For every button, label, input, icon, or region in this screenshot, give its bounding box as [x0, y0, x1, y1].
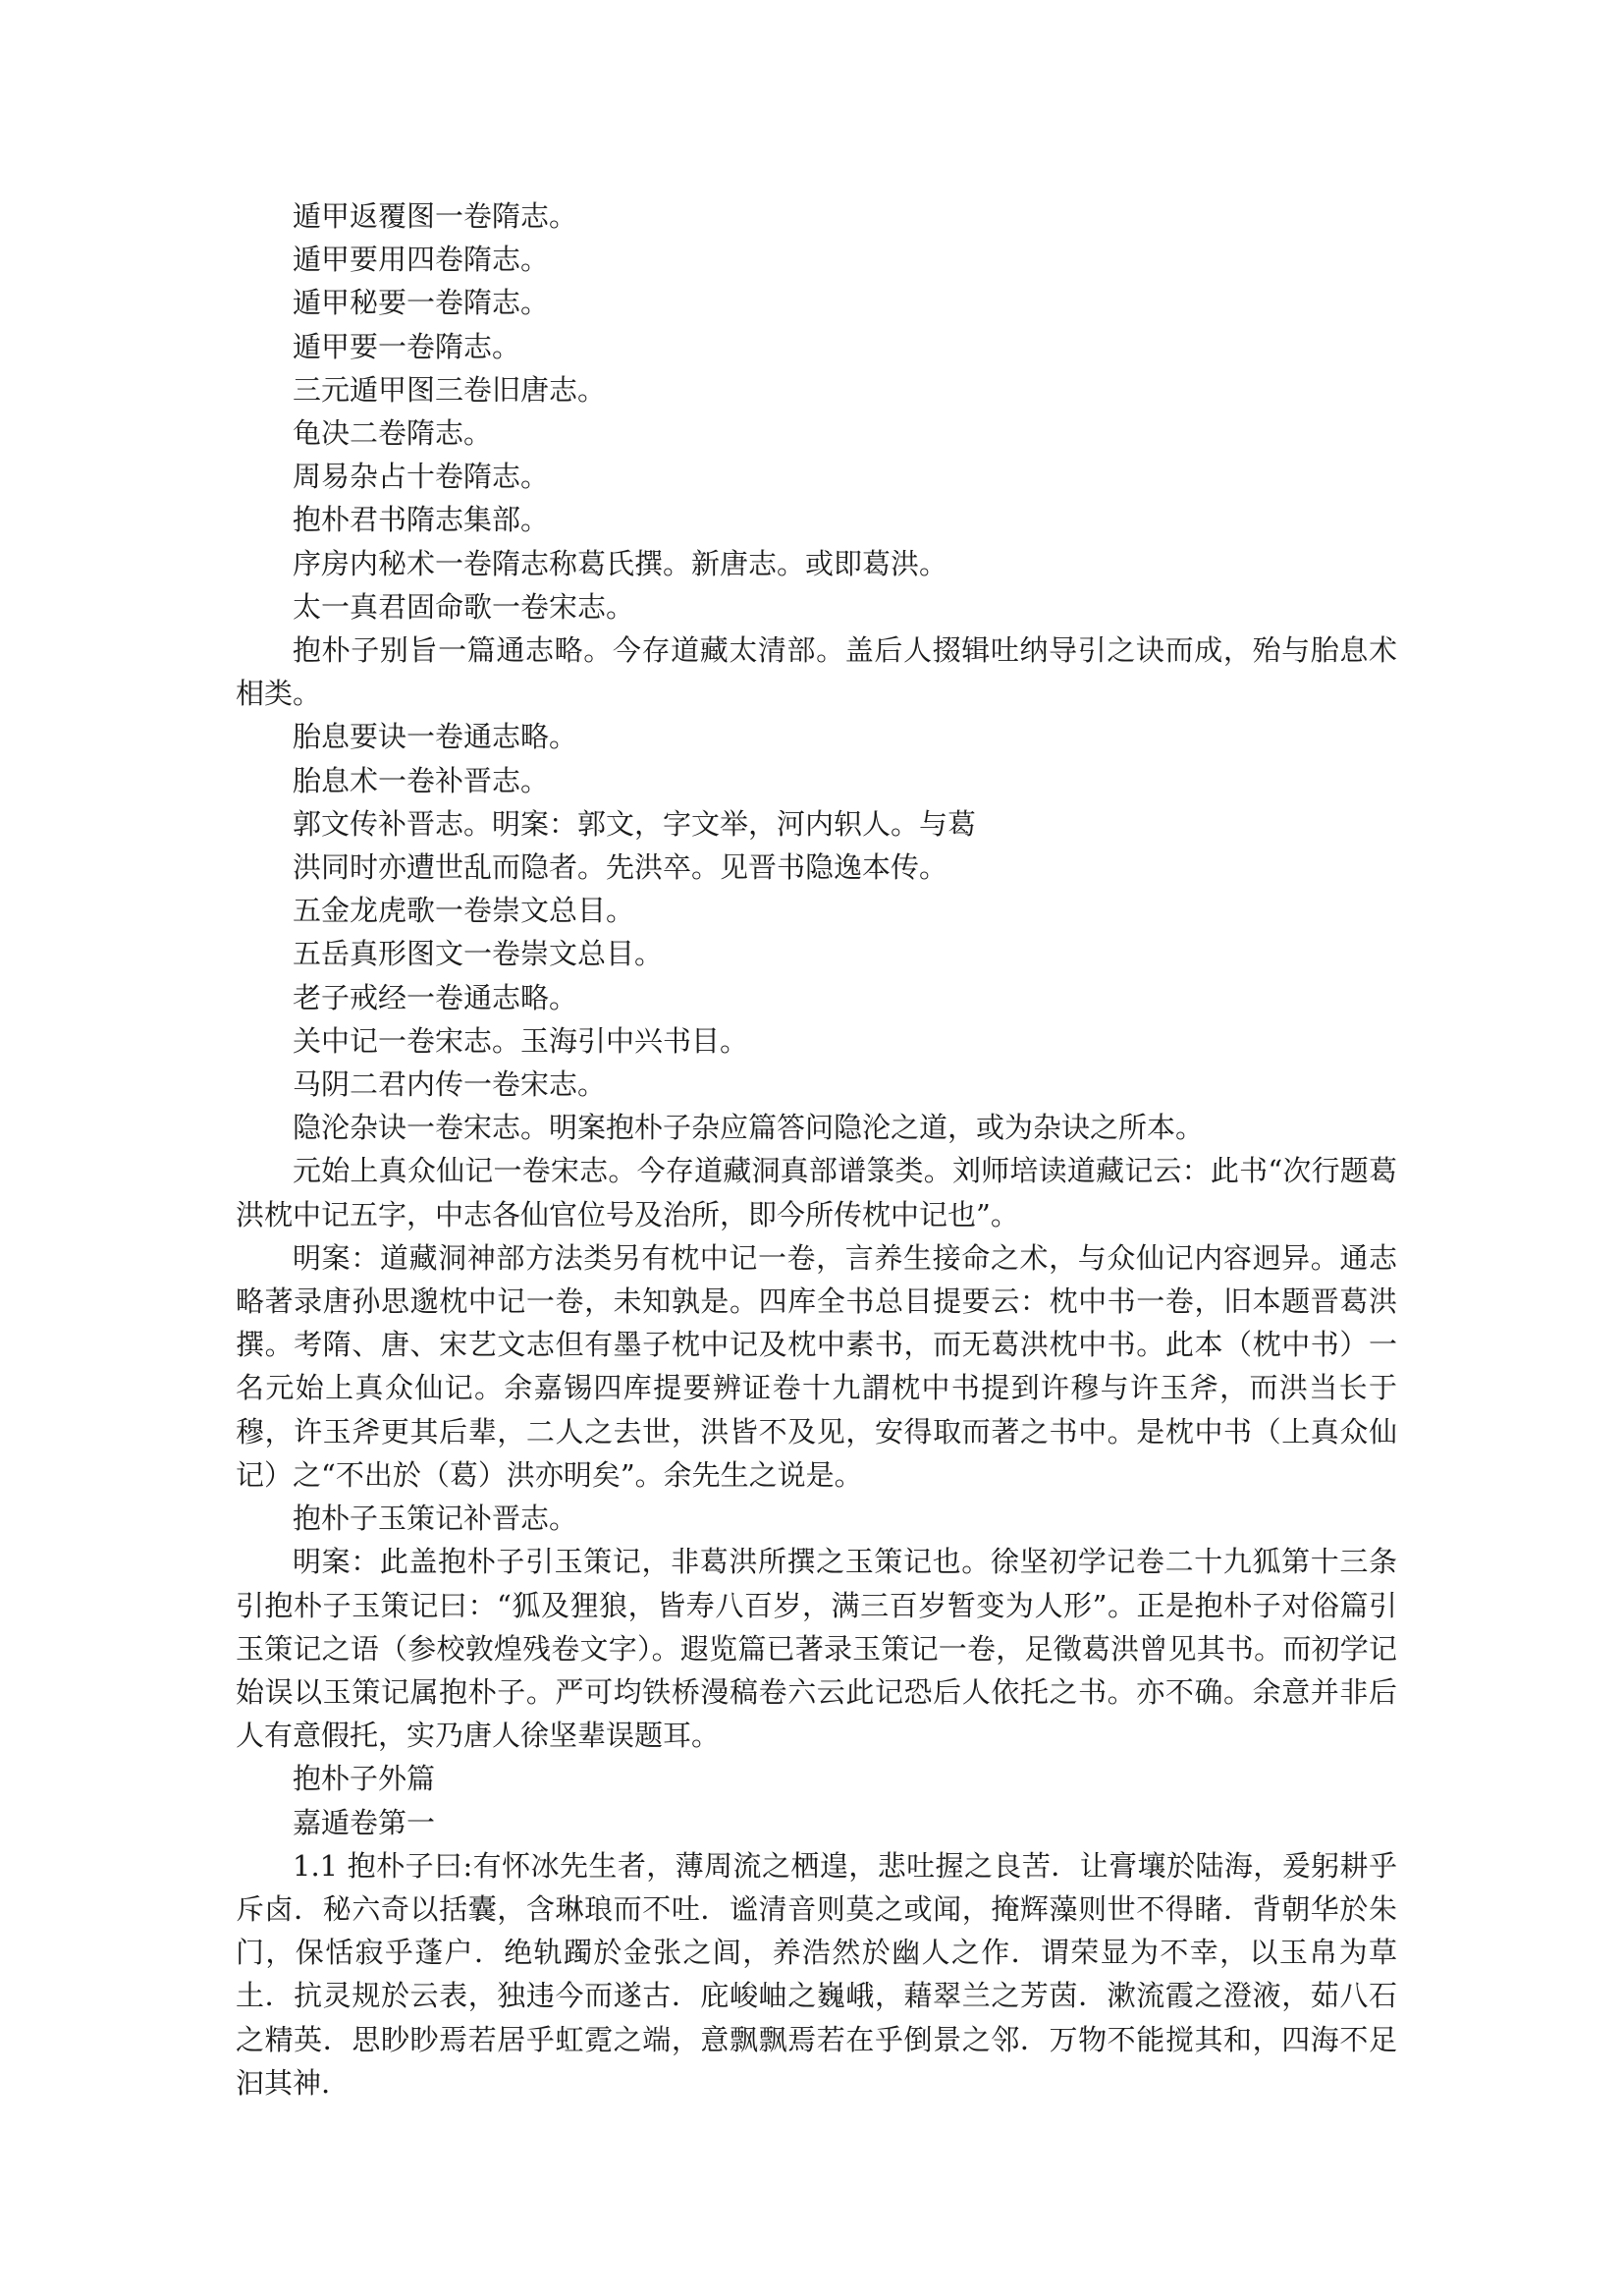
document-page — [236, 194, 1397, 2105]
section-heading: 抱朴子外篇 — [293, 1762, 436, 1796]
text-paragraph: 五岳真形图文一卷崇文总目。 — [293, 937, 664, 971]
text-paragraph: 胎息术一卷补晋志。 — [293, 763, 550, 797]
text-paragraph: 1.1 抱朴子曰:有怀冰先生者，薄周流之栖遑，悲吐握之良苦．让膏壤於陆海，爰躬耕乎斥卤．秘六奇以括囊，含琳琅而不吐．谧清音则莫之或闻，掩辉藻则世不得睹．背朝华於朱门，保恬寂乎蓬户．绝轨躅於金张之闾，养浩然於幽人之作．谓荣显为不幸，以玉帛为草土．抗灵规於云表，独违今而遂古．庇峻岫之巍峨，藉翠兰之芳茵．漱流霞之澄液，茹八石之精英．思眇眇焉若居乎虹霓之端，意飘飘焉若在乎倒景之邻．万物不能搅其和，四海不足汩其神. — [236, 1848, 1397, 2100]
text-paragraph: 隐沦杂诀一卷宋志。明案抱朴子杂应篇答问隐沦之道，或为杂诀之所本。 — [293, 1111, 1205, 1145]
text-paragraph: 郭文传补晋志。明案：郭文，字文举，河内轵人。与葛 — [293, 806, 977, 841]
text-paragraph: 抱朴子别旨一篇通志略。今存道藏太清部。盖后人掇辑吐纳导引之诀而成，殆与胎息术相类。 — [236, 633, 1397, 711]
text-paragraph: 遁甲秘要一卷隋志。 — [293, 286, 550, 320]
text-paragraph: 元始上真众仙记一卷宋志。今存道藏洞真部谱箓类。刘师培读道藏记云：此书“次行题葛洪枕中记五字，中志各仙官位号及治所，即今所传枕中记也”。 — [236, 1154, 1397, 1231]
text-paragraph: 五金龙虎歌一卷崇文总目。 — [293, 894, 635, 928]
chapter-heading: 嘉遁卷第一 — [293, 1805, 436, 1839]
text-paragraph: 遁甲返覆图一卷隋志。 — [293, 199, 578, 233]
text-paragraph: 三元遁甲图三卷旧唐志。 — [293, 372, 607, 407]
text-paragraph: 胎息要诀一卷通志略。 — [293, 720, 578, 754]
text-paragraph: 太一真君固命歌一卷宋志。 — [293, 589, 635, 624]
text-paragraph: 明案：此盖抱朴子引玉策记，非葛洪所撰之玉策记也。徐坚初学记卷二十九狐第十三条引抱朴子玉策记曰：“狐及狸狼，皆寿八百岁，满三百岁暂变为人形”。正是抱朴子对俗篇引玉策记之语（参校敦煌残卷文字）。遐览篇已著录玉策记一卷，足徵葛洪曾见其书。而初学记始误以玉策记属抱朴子。严可均铁桥漫稿卷六云此记恐后人依托之书。亦不确。余意并非后人有意假托，实乃唐人徐坚辈误题耳。 — [236, 1545, 1397, 1753]
text-paragraph: 遁甲要用四卷隋志。 — [293, 243, 550, 277]
text-paragraph: 抱朴子玉策记补晋志。 — [293, 1502, 578, 1536]
text-paragraph: 周易杂占十卷隋志。 — [293, 460, 550, 494]
text-paragraph: 序房内秘术一卷隋志称葛氏撰。新唐志。或即葛洪。 — [293, 546, 948, 580]
text-paragraph: 关中记一卷宋志。玉海引中兴书目。 — [293, 1023, 749, 1058]
text-paragraph: 马阴二君内传一卷宋志。 — [293, 1067, 607, 1102]
text-paragraph: 明案：道藏洞神部方法类另有枕中记一卷，言养生接命之术，与众仙记内容迥异。通志略著录唐孙思邈枕中记一卷，未知孰是。四库全书总目提要云：枕中书一卷，旧本题晋葛洪撰。考隋、唐、宋艺文志但有墨子枕中记及枕中素书，而无葛洪枕中书。此本（枕中书）一名元始上真众仙记。余嘉锡四库提要辨证卷十九謂枕中书提到许穆与许玉斧，而洪当长于穆，许玉斧更其后辈，二人之去世，洪皆不及见，安得取而著之书中。是枕中书（上真众仙记）之“不出於（葛）洪亦明矣”。余先生之说是。 — [236, 1240, 1397, 1492]
text-paragraph: 抱朴君书隋志集部。 — [293, 503, 550, 537]
text-paragraph: 老子戒经一卷通志略。 — [293, 980, 578, 1014]
text-paragraph: 遁甲要一卷隋志。 — [293, 329, 521, 363]
text-paragraph: 龟决二卷隋志。 — [293, 416, 493, 451]
text-paragraph: 洪同时亦遭世乱而隐者。先洪卒。见晋书隐逸本传。 — [293, 850, 948, 885]
